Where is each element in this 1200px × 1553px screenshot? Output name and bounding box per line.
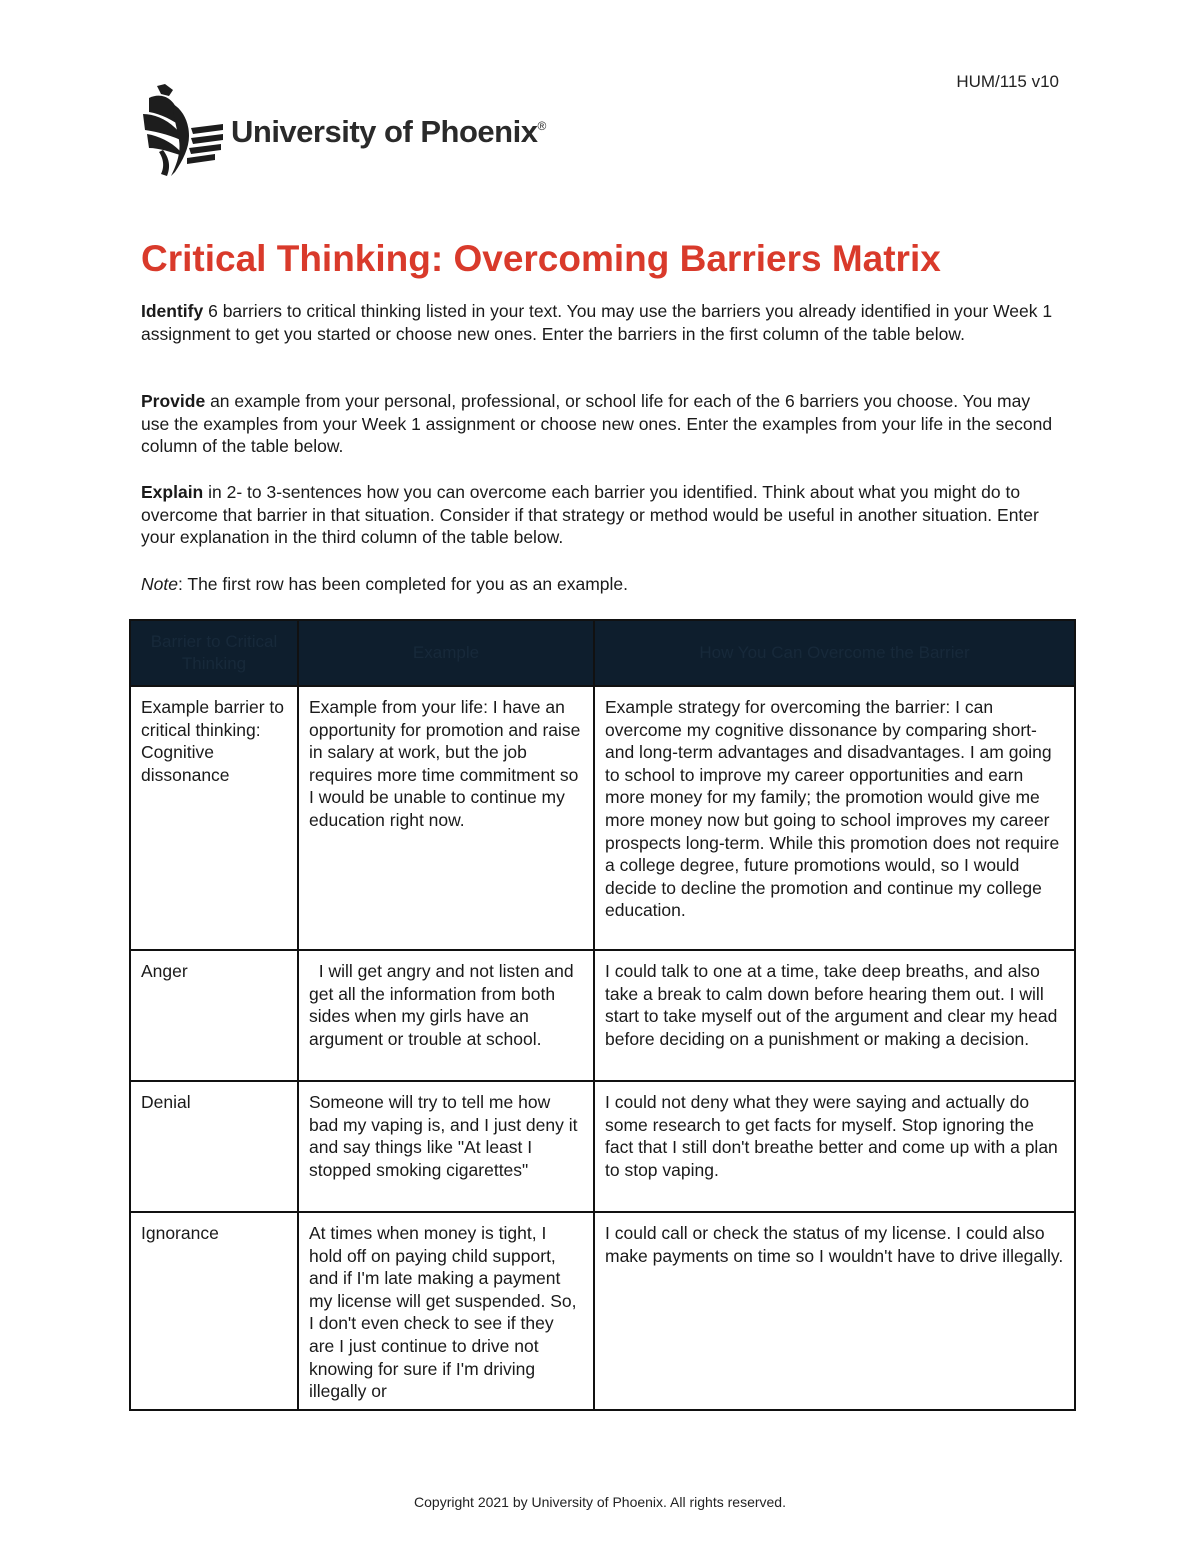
overcome-cell[interactable]: I could call or check the status of my license. I could also make payments on time so I wouldn't have to drive illegally. <box>594 1212 1075 1410</box>
identify-instruction <box>141 300 1061 345</box>
header-barrier: Barrier to Critical Thinking <box>130 620 298 686</box>
explain-lead: Explain <box>141 482 204 502</box>
overcome-cell[interactable]: I could talk to one at a time, take deep breaths, and also take a break to calm down before hearing them out. I will start to take myself out of the argument and clear my head before deciding on a punishment or making a decision. <box>594 950 1075 1081</box>
table-row <box>130 686 1075 950</box>
table-row <box>130 1081 1075 1212</box>
university-name: University of Phoenix® <box>231 114 546 149</box>
example-cell[interactable]: I will get angry and not listen and get all the information from both sides when my girls have an argument or trouble at school. <box>298 950 594 1081</box>
barriers-matrix-table <box>129 619 1076 1411</box>
example-cell[interactable]: Someone will try to tell me how bad my vaping is, and I just deny it and say things like "At least I stopped smoking cigarettes" <box>298 1081 594 1212</box>
table-row <box>130 1212 1075 1410</box>
provide-instruction <box>141 390 1061 458</box>
explain-text: in 2- to 3-sentences how you can overcome each barrier you identified. Think about what you might do to overcome that barrier in that situation. Consider if that strategy or method would be useful in another situation. Enter your explanation in the third column of the table below. <box>141 482 1039 548</box>
identify-lead: Identify <box>141 301 204 321</box>
example-cell[interactable]: Example from your life: I have an opportunity for promotion and raise in salary at work, but the job requires more time commitment so I would be unable to continue my education right now. <box>298 686 594 950</box>
overcome-cell[interactable]: Example strategy for overcoming the barrier: I can overcome my cognitive dissonance by comparing short- and long-term advantages and disadvantages. I am going to school to improve my career opportunities and earn more money for my family; the promotion would give me more money now but going to school improves my career prospects long-term. While this promotion does not require a college degree, future promotions would, so I would decide to decline the promotion and continue my college education. <box>594 686 1075 950</box>
header-overcome: How You Can Overcome the Barrier <box>594 620 1075 686</box>
provide-text: an example from your personal, professional, or school life for each of the 6 barriers you choose. You may use the examples from your Week 1 assignment or choose new ones. Enter the examples from your life in the second column of the table below. <box>141 391 1053 457</box>
example-cell[interactable]: At times when money is tight, I hold off on paying child support, and if I'm late making a payment my license will get suspended. So, I don't even check to see if they are I just continue to drive not knowing for sure if I'm driving illegally or <box>298 1212 594 1410</box>
barrier-cell[interactable]: Ignorance <box>130 1212 298 1410</box>
table-row <box>130 950 1075 1081</box>
copyright-footer: Copyright 2021 by University of Phoenix. All rights reserved. <box>414 1494 786 1510</box>
university-logo <box>143 84 546 178</box>
barrier-cell[interactable]: Example barrier to critical thinking: Cognitive dissonance <box>130 686 298 950</box>
provide-lead: Provide <box>141 391 206 411</box>
barrier-cell[interactable]: Anger <box>130 950 298 1081</box>
note-lead: Note <box>141 574 178 594</box>
overcome-cell[interactable]: I could not deny what they were saying and actually do some research to get facts for myself. Stop ignoring the fact that I still don't breathe better and come up with a plan to stop vaping. <box>594 1081 1075 1212</box>
phoenix-bird-icon <box>143 84 223 178</box>
identify-text: 6 barriers to critical thinking listed in your text. You may use the barriers you already identified in your Week 1 assignment to get you started or choose new ones. Enter the barriers in the first column of the table below. <box>141 301 1053 344</box>
course-code: HUM/115 v10 <box>956 72 1059 91</box>
note-instruction <box>141 573 1061 596</box>
header-example: Example <box>298 620 594 686</box>
note-text: : The first row has been completed for you as an example. <box>177 574 629 594</box>
page-title: Critical Thinking: Overcoming Barriers Matrix <box>141 238 941 279</box>
barrier-cell[interactable]: Denial <box>130 1081 298 1212</box>
table-header-row <box>130 620 1075 686</box>
explain-instruction <box>141 481 1061 549</box>
